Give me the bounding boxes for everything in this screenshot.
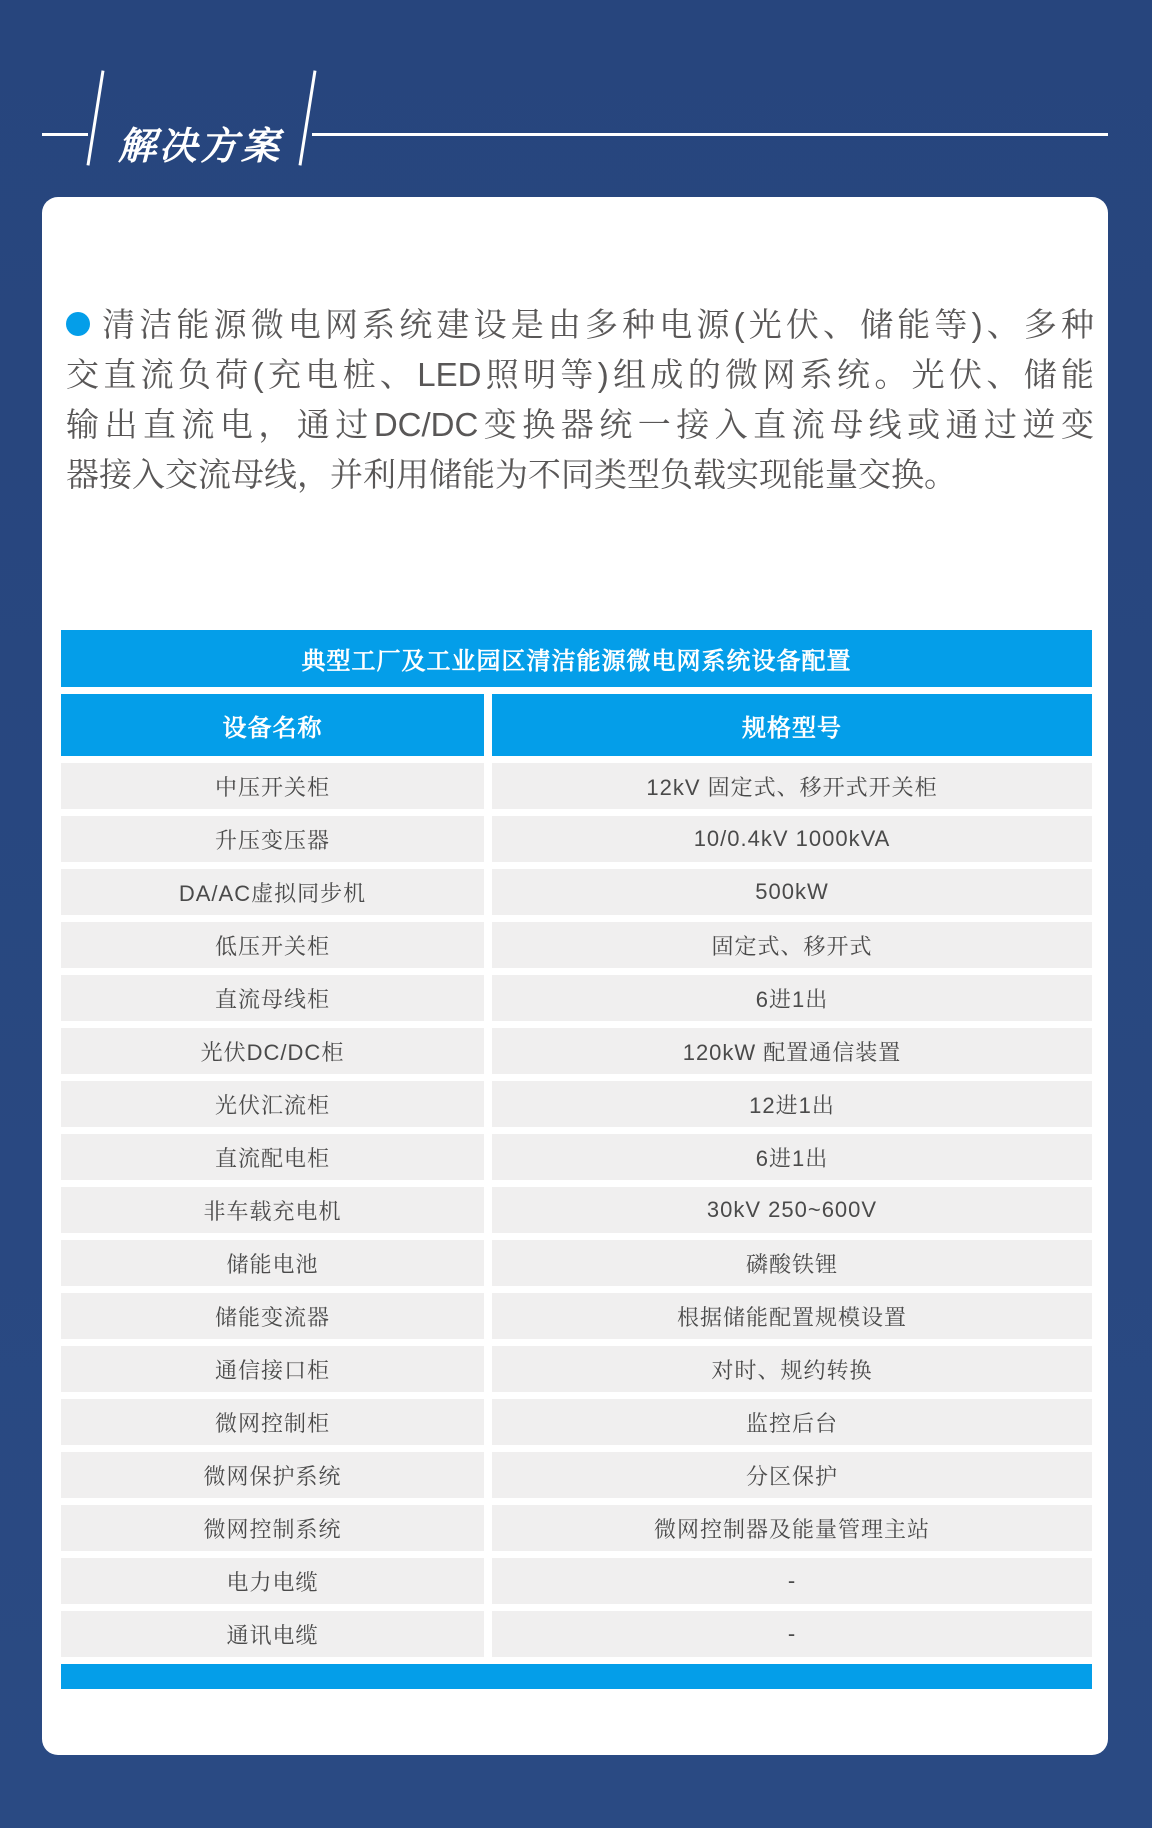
table-row [61, 1081, 1092, 1127]
spec-model-cell: 6进1出 [492, 975, 1092, 1021]
table-row [61, 1187, 1092, 1233]
table-footer-bar [61, 1664, 1092, 1689]
content-card [42, 197, 1108, 1755]
table-row [61, 869, 1092, 915]
spec-model-cell: 监控后台 [492, 1399, 1092, 1445]
table-row [61, 1452, 1092, 1498]
table-title: 典型工厂及工业园区清洁能源微电网系统设备配置 [61, 630, 1092, 687]
equipment-name-cell: 光伏DC/DC柜 [61, 1028, 484, 1074]
equipment-table [61, 630, 1092, 1689]
table-row [61, 1134, 1092, 1180]
bullet-icon [66, 312, 90, 336]
table-row [61, 1399, 1092, 1445]
equipment-name-cell: 直流母线柜 [61, 975, 484, 1021]
header-line-left [42, 133, 88, 136]
table-row [61, 816, 1092, 862]
spec-model-cell: 500kW [492, 869, 1092, 915]
header-slash-left-icon [87, 70, 105, 165]
table-row [61, 1611, 1092, 1657]
intro-text: 清洁能源微电网系统建设是由多种电源(光伏、储能等)、多种 [98, 306, 1094, 343]
table-row [61, 922, 1092, 968]
header-slash-right-icon [299, 70, 317, 165]
column-header-spec-model: 规格型号 [492, 694, 1092, 756]
spec-model-cell: 磷酸铁锂 [492, 1240, 1092, 1286]
equipment-name-cell: 电力电缆 [61, 1558, 484, 1604]
equipment-name-cell: 升压变压器 [61, 816, 484, 862]
table-row [61, 1505, 1092, 1551]
spec-model-cell: 固定式、移开式 [492, 922, 1092, 968]
table-row [61, 1558, 1092, 1604]
table-row [61, 763, 1092, 809]
table-row [61, 1028, 1092, 1074]
table-row [61, 1240, 1092, 1286]
equipment-name-cell: 储能变流器 [61, 1293, 484, 1339]
equipment-name-cell: 中压开关柜 [61, 763, 484, 809]
equipment-name-cell: DA/AC虚拟同步机 [61, 869, 484, 915]
spec-model-cell: 分区保护 [492, 1452, 1092, 1498]
spec-model-cell: 12进1出 [492, 1081, 1092, 1127]
spec-model-cell: 120kW 配置通信装置 [492, 1028, 1092, 1074]
equipment-rows [61, 763, 1092, 1657]
spec-model-cell: - [492, 1558, 1092, 1604]
equipment-name-cell: 通信接口柜 [61, 1346, 484, 1392]
page-title: 解决方案 [118, 126, 283, 169]
spec-model-cell: 12kV 固定式、移开式开关柜 [492, 763, 1092, 809]
intro-line: 器接入交流母线，并利用储能为不同类型负载实现能量交换。 [66, 456, 957, 493]
equipment-name-cell: 储能电池 [61, 1240, 484, 1286]
equipment-name-cell: 直流配电柜 [61, 1134, 484, 1180]
spec-model-cell: 微网控制器及能量管理主站 [492, 1505, 1092, 1551]
spec-model-cell: - [492, 1611, 1092, 1657]
spec-model-cell: 30kV 250~600V [492, 1187, 1092, 1233]
table-row [61, 1293, 1092, 1339]
column-header-equipment-name: 设备名称 [61, 694, 484, 756]
equipment-name-cell: 非车载充电机 [61, 1187, 484, 1233]
table-row [61, 975, 1092, 1021]
table-row [61, 1346, 1092, 1392]
intro-line: 输出直流电，通过DC/DC变换器统一接入直流母线或通过逆变 [66, 406, 1094, 443]
equipment-name-cell: 微网控制柜 [61, 1399, 484, 1445]
table-header-row [61, 694, 1092, 756]
intro-paragraph [66, 300, 1094, 500]
header-line-right [312, 133, 1108, 136]
spec-model-cell: 根据储能配置规模设置 [492, 1293, 1092, 1339]
equipment-name-cell: 微网保护系统 [61, 1452, 484, 1498]
spec-model-cell: 6进1出 [492, 1134, 1092, 1180]
spec-model-cell: 对时、规约转换 [492, 1346, 1092, 1392]
equipment-name-cell: 低压开关柜 [61, 922, 484, 968]
intro-line [66, 300, 1094, 350]
intro-line: 交直流负荷(充电桩、LED照明等)组成的微网系统。光伏、储能 [66, 356, 1094, 393]
equipment-name-cell: 通讯电缆 [61, 1611, 484, 1657]
spec-model-cell: 10/0.4kV 1000kVA [492, 816, 1092, 862]
equipment-name-cell: 微网控制系统 [61, 1505, 484, 1551]
equipment-name-cell: 光伏汇流柜 [61, 1081, 484, 1127]
